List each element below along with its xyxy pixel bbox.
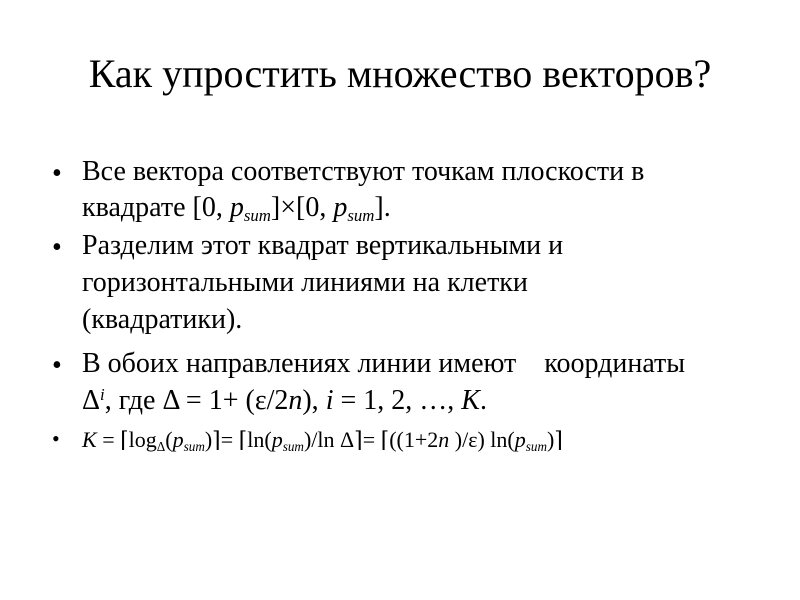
bullet-2-line-2: горизонтальными линиями на клетки bbox=[82, 267, 528, 298]
bullet-2-line-3: (квадратики). bbox=[82, 304, 243, 335]
bullet-4-line-1: $K = ⌈\log_\Delta(p_{sum})⌉=$ $⌈\ln(p_{sum})/\ln$ Δ⌉= ⌈((1+2n )/ε) $\ln(p_{sum})⌉$ bbox=[82, 427, 563, 454]
bullet-1-line-1: Все вектора соответствуют точкам плоскости в bbox=[82, 156, 645, 187]
bullet-3-line-2: $\Delta^i$, где Δ = 1+ (ε/2n), i = 1, 2, …, K. bbox=[82, 384, 487, 416]
bullet-1-line-2: квадрате [0, $p_{sum}]\times[0$, $p_{sum}$]. bbox=[82, 192, 391, 226]
bullet-dot: • bbox=[52, 426, 60, 451]
slide-title: Как упростить множество векторов? bbox=[88, 51, 712, 96]
bullet-3-line-1: В обоих направлениях линии имеют координаты bbox=[82, 348, 686, 379]
bullet-dot: • bbox=[52, 350, 62, 381]
bullet-dot: • bbox=[52, 232, 62, 263]
bullet-2-line-1: Разделим этот квадрат вертикальными и bbox=[82, 230, 564, 261]
bullet-dot: • bbox=[52, 158, 62, 189]
